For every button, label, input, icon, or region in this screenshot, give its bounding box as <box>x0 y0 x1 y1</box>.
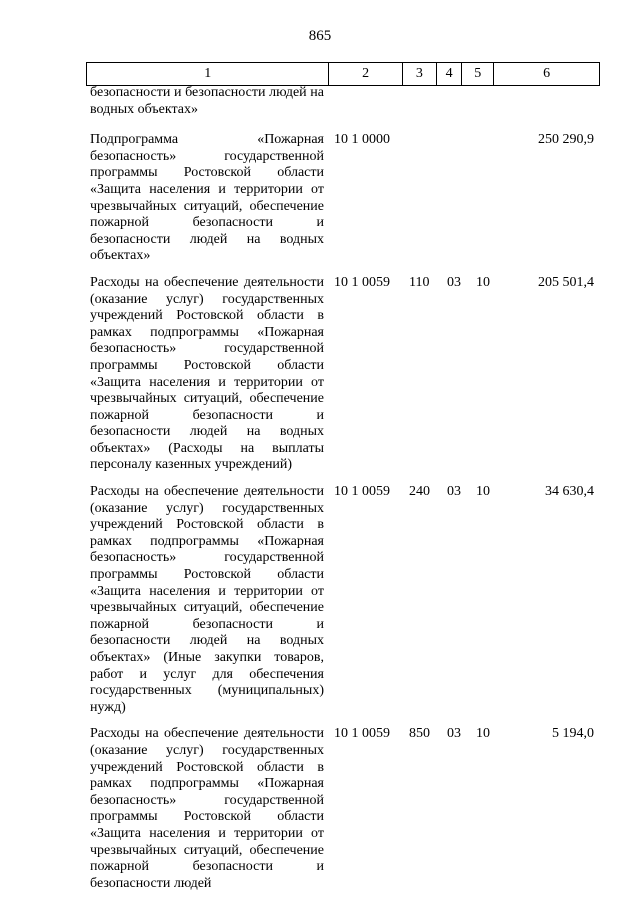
row-code: 10 1 0059 <box>334 726 390 742</box>
row-description: Подпрограмма «Пожарная безопасность» государственной программы Ростовской области «Защита населения и территории от чрезвычайных ситуаций, обеспечение пожарной безопасности и безопасности людей на водных объектах» <box>90 132 324 264</box>
row-description: Расходы на обеспечение деятельности (оказание услуг) государственных учреждений Ростовской области в рамках подпрограммы «Пожарная безопасность» государственной программы Ростовской области «Защита населения и территории от чрезвычайных ситуаций, обеспечение пожарной безопасности и безопасности людей <box>90 726 324 891</box>
row-col5: 10 <box>476 484 490 500</box>
row-col5: 10 <box>476 726 490 742</box>
row-col3: 110 <box>409 274 430 290</box>
row-col3: 240 <box>409 484 430 500</box>
row-code: 10 1 0000 <box>334 132 390 148</box>
row-col4: 03 <box>447 274 461 290</box>
table-row <box>86 132 600 265</box>
header-col-2: 2 <box>329 63 402 86</box>
row-code: 10 1 0059 <box>334 484 390 500</box>
header-col-6: 6 <box>494 63 600 86</box>
header-col-1: 1 <box>87 63 329 86</box>
row-description: безопасности и безопасности людей на водных объектах» <box>90 85 324 117</box>
table-row <box>86 85 600 118</box>
row-description: Расходы на обеспечение деятельности (оказание услуг) государственных учреждений Ростовской области в рамках подпрограммы «Пожарная безопасность» государственной программы Ростовской области «Защита населения и территории от чрезвычайных ситуаций, обеспечение пожарной безопасности и безопасности людей на водных объектах» (Расходы на выплаты персоналу казенных учреждений) <box>90 274 324 473</box>
table-body <box>86 85 600 892</box>
row-col4: 03 <box>447 726 461 742</box>
row-amount: 205 501,4 <box>538 274 594 290</box>
table-row <box>86 484 600 716</box>
page-number: 865 <box>308 28 332 44</box>
header-col-5: 5 <box>462 63 494 86</box>
row-amount: 5 194,0 <box>552 726 594 742</box>
row-col4: 03 <box>447 484 461 500</box>
row-code: 10 1 0059 <box>334 274 390 290</box>
header-col-4: 4 <box>437 63 462 86</box>
row-amount: 250 290,9 <box>538 132 594 148</box>
table-row <box>86 726 600 892</box>
row-col3: 850 <box>409 726 430 742</box>
row-col5: 10 <box>476 274 490 290</box>
table-row <box>86 275 600 474</box>
row-description: Расходы на обеспечение деятельности (оказание услуг) государственных учреждений Ростовской области в рамках подпрограммы «Пожарная безопасность» государственной программы Ростовской области «Защита населения и территории от чрезвычайных ситуаций, обеспечение пожарной безопасности и безопасности людей на водных объектах» (Иные закупки товаров, работ и услуг для обеспечения государственных (муниципальных) нужд) <box>90 484 324 715</box>
header-col-3: 3 <box>402 63 436 86</box>
row-amount: 34 630,4 <box>545 484 594 500</box>
table-header <box>86 62 600 86</box>
